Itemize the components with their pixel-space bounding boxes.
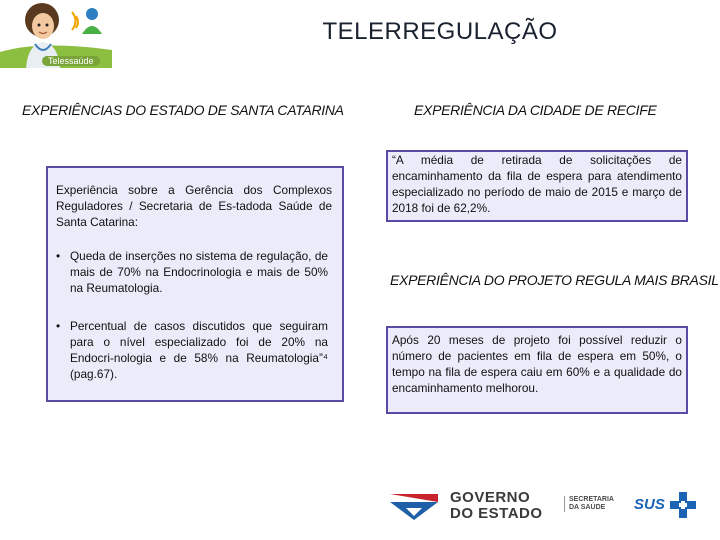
santa-catarina-intro: Experiência sobre a Gerência dos Complexos Reguladores / Secretaria de Es-tadoda Saúde de Santa Catarina: [56, 183, 332, 229]
santa-catarina-box [46, 166, 344, 402]
regula-mais-brasil-heading: EXPERIÊNCIA DO PROJETO REGULA MAIS BRASIL [390, 272, 719, 288]
bullet-icon: • [56, 319, 61, 333]
regula-mais-brasil-box [386, 326, 688, 414]
recife-text: “A média de retirada de solicitações de encaminhamento da fila de espera para atendimento especializado no período de maio de 2015 e março de 2018 foi de 62,2%. [392, 153, 682, 215]
list-item [56, 248, 328, 296]
governo-do-estado-label: GOVERNO DO ESTADO [450, 489, 543, 522]
list-item [56, 318, 328, 382]
list-item-text: Queda de inserções no sistema de regulação, de mais de 70% na Endocrinologia e mais de 50% na Reumatologia. [70, 249, 328, 295]
recife-heading: EXPERIÊNCIA DA CIDADE DE RECIFE [414, 102, 657, 118]
secretaria-saude-label: SECRETARIA DA SAÚDE [564, 496, 614, 512]
government-emblem-icon [386, 490, 442, 522]
sus-cross-icon [670, 492, 696, 518]
regula-mais-brasil-text: Após 20 meses de projeto foi possível reduzir o número de pacientes em fila de espera em 50%, o tempo na fila de espera caiu em 60% e a qualidade do encaminhamento melhorou. [392, 333, 682, 395]
santa-catarina-heading: EXPERIÊNCIAS DO ESTADO DE SANTA CATARINA [22, 102, 344, 118]
list-item-text: Percentual de casos discutidos que seguiram para o nível especializado foi de 20% na Endocri-nologia e de 58% na Reumatologia”⁴ (pag.67). [70, 319, 328, 381]
page-title: TELERREGULAÇÃO [322, 18, 558, 45]
sus-label: SUS [634, 496, 665, 513]
bullet-icon: • [56, 249, 61, 263]
recife-box [386, 150, 688, 222]
telessaude-label: Telessaúde [42, 56, 100, 66]
footer-logos [386, 488, 706, 524]
